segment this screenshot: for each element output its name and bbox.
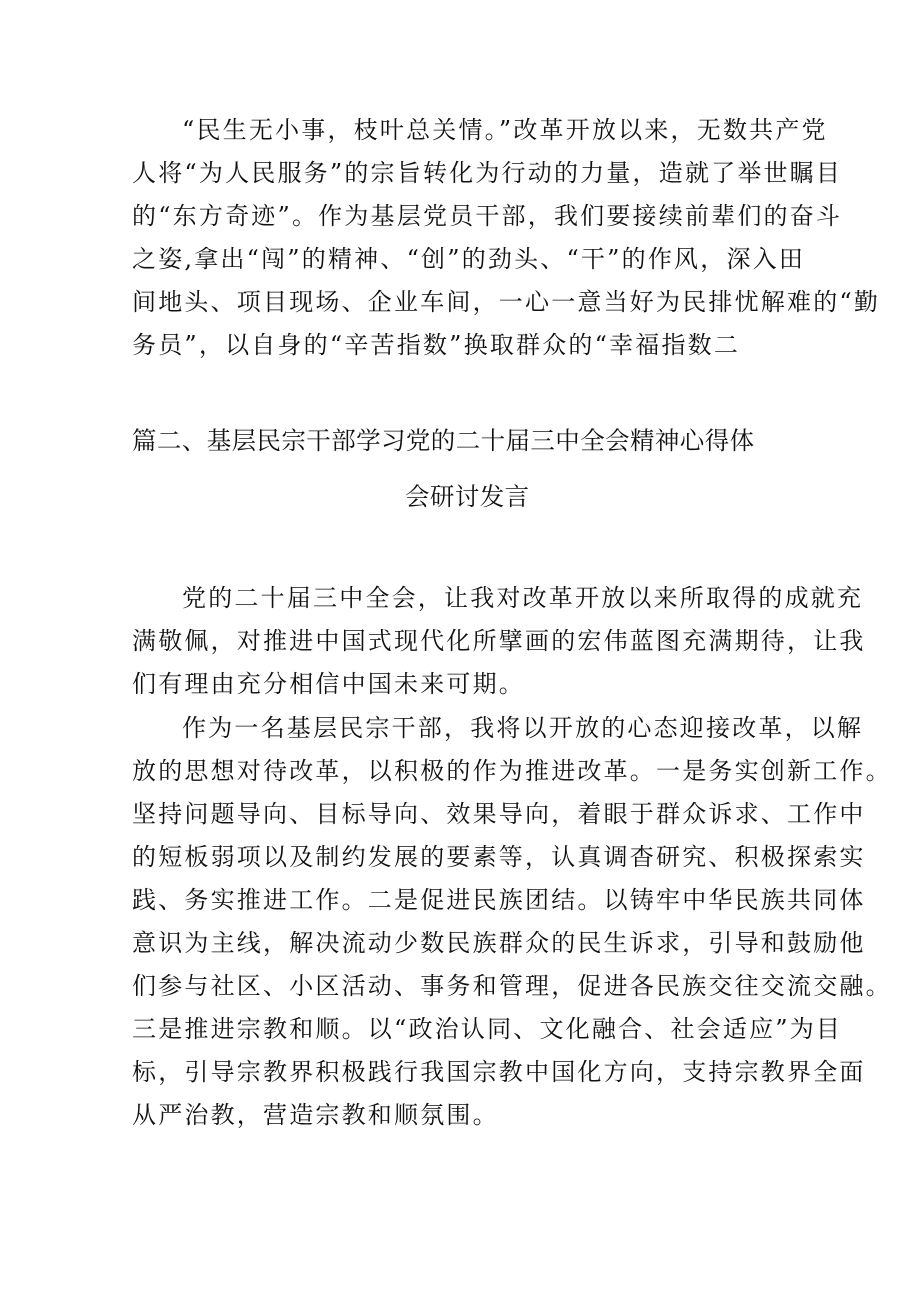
paragraph-line: 之姿,拿出“闯”的精神、“创”的劲头、“干”的作风，深入田 — [132, 245, 806, 273]
heading-line-2: 会研讨发言 — [405, 482, 530, 511]
paragraph-line: 标，引导宗教界积极践行我国宗教中国化方向，支持宗教界全面 — [132, 1058, 866, 1086]
paragraph-line: “民生无小事，枝叶总关情。”改革开放以来，无数共产党 — [182, 116, 828, 144]
paragraph-line: 们有理由充分相信中国未来可期。 — [132, 670, 525, 698]
paragraph-line: 的短板弱项以及制约发展的要素等，认真调杳研究、积极探索实 — [132, 843, 866, 871]
paragraph-line: 放的思想对待改革，以积极的作为推进改革。一是务实创新工作。 — [132, 757, 892, 785]
paragraph-line: 从严治教，营造宗教和顺氛围。 — [132, 1101, 499, 1129]
paragraph-line: 的“东方奇迹”。作为基层党员干部，我们要接续前辈们的奋斗 — [132, 202, 843, 230]
heading-line-1: 篇二、基层民宗干部学习党的二十届三中全会精神心得体 — [132, 426, 755, 455]
paragraph-line: 意识为主线，解决流动少数民族群众的民生诉求，引导和鼓励他 — [132, 929, 866, 957]
paragraph-line: 人将“为人民服务”的宗旨转化为行动的力量，造就了举世瞩目 — [132, 159, 843, 187]
paragraph-line: 务员”，以自身的“辛苦指数”换取群众的“幸福指数二 — [132, 331, 741, 359]
paragraph-line: 党的二十届三中全会，让我对改革开放以来所取得的成就充 — [182, 584, 864, 612]
paragraph-line: 三是推进宗教和顺。以“政治认同、文化融合、社会适应”为目 — [132, 1015, 843, 1043]
paragraph-line: 们参与社区、小区活动、事务和管理，促进各民族交往交流交融。 — [132, 972, 892, 1000]
paragraph-line: 作为一名基层民宗干部，我将以开放的心态迎接改革，以解 — [182, 714, 864, 742]
paragraph-line: 践、务实推进工作。二是促进民族团结。以铸牢中华民族共同体 — [132, 886, 866, 914]
paragraph-line: 间地头、项目现场、企业车间，一心一意当好为民排忧解难的“勤 — [132, 288, 881, 316]
paragraph-line: 坚持问题导向、目标导向、效果导向，着眼于群众诉求、工作中 — [132, 800, 866, 828]
paragraph-line: 满敬佩，对推进中国式现代化所擘画的宏伟蓝图充满期待，让我 — [132, 627, 866, 655]
